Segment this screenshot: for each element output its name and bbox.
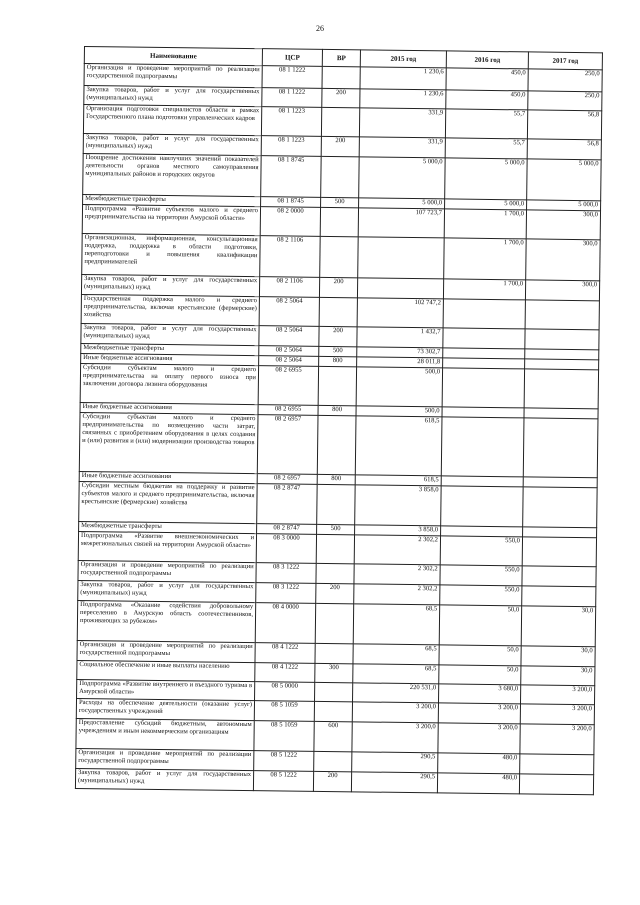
- cell-2016: 1 700,0: [444, 238, 526, 280]
- cell-2015: 3 858,0: [355, 485, 441, 526]
- cell-2017: 30,0: [521, 606, 595, 647]
- cell-name: Закупка товаров, работ и услуг для государственных (муниципальных) нужд: [81, 274, 259, 296]
- cell-2015: 331,9: [359, 108, 445, 138]
- cell-csr: 08 4 1222: [255, 663, 315, 683]
- cell-vr: [315, 682, 353, 701]
- cell-2017: 3 200,0: [520, 704, 594, 725]
- cell-vr: [316, 563, 354, 583]
- cell-vr: 200: [321, 136, 359, 156]
- cell-vr: [320, 236, 358, 277]
- header-2015: 2015 год: [360, 50, 446, 68]
- cell-name: Иные бюджетные ассигнования: [80, 402, 258, 414]
- cell-2016: 5 000,0: [445, 158, 527, 200]
- header-vr: ВР: [322, 49, 360, 66]
- cell-2017: 300,0: [526, 239, 600, 281]
- cell-2016: 3 200,0: [438, 703, 520, 724]
- cell-vr: [320, 207, 358, 236]
- cell-2015: 290,5: [351, 772, 437, 793]
- cell-2017: [525, 329, 599, 350]
- cell-vr: 200: [322, 88, 360, 107]
- cell-2016: 50,0: [439, 645, 521, 666]
- cell-2017: 5 000,0: [527, 159, 601, 201]
- cell-csr: 08 1 8745: [261, 156, 321, 198]
- cell-name: Закупка товаров, работ и услуг для государственных (муниципальных) нужд: [83, 133, 261, 155]
- cell-csr: 08 2 0000: [260, 207, 320, 237]
- cell-csr: 08 5 0000: [255, 682, 315, 702]
- table-row: [79, 412, 598, 477]
- cell-name: Закупка товаров, работ и услуг для государственных (муниципальных) нужд: [84, 86, 262, 107]
- cell-2015: 3 200,0: [352, 722, 438, 753]
- cell-name: Закупка товаров, работ и услуг для государственных (муниципальных) нужд: [78, 580, 256, 602]
- cell-2015: 5 000,0: [359, 157, 445, 199]
- cell-2017: 5 000,0: [527, 200, 601, 211]
- cell-csr: 08 5 1222: [254, 751, 314, 772]
- cell-name: Организационная, информационная, консультационная поддержка, поддержка в области подготовки, переподготовки и повышения квалификации предпринимателей: [82, 233, 260, 276]
- cell-vr: [317, 484, 355, 524]
- cell-name: Подпрограмма «Развитие субъектов малого и среднего предпринимательства на территории Амурской области»: [82, 204, 260, 235]
- cell-2015: 3 200,0: [352, 702, 438, 723]
- cell-csr: 08 2 8747: [257, 484, 317, 525]
- cell-2015: 500,0: [356, 406, 442, 417]
- cell-vr: 500: [319, 346, 357, 356]
- cell-2015: 2 302,2: [354, 535, 440, 565]
- cell-vr: 200: [313, 771, 351, 791]
- table-row: [80, 363, 598, 408]
- cell-csr: 08 1 1223: [261, 136, 321, 157]
- cell-csr: 08 3 1222: [256, 583, 316, 604]
- cell-2017: 3 200,0: [520, 685, 594, 705]
- table-body: [75, 64, 602, 795]
- cell-vr: [316, 534, 354, 563]
- header-2016: 2016 год: [446, 51, 528, 69]
- cell-2015: 500,0: [356, 367, 442, 407]
- table-row: [83, 153, 601, 200]
- cell-2016: 3 200,0: [438, 723, 520, 754]
- budget-table-container: [75, 46, 602, 795]
- cell-2015: 618,5: [355, 475, 441, 486]
- cell-2016: 50,0: [439, 665, 521, 685]
- cell-vr: [315, 603, 353, 643]
- cell-csr: 08 2 1106: [259, 277, 319, 298]
- cell-name: Межбюджетные трансферты: [83, 194, 261, 206]
- cell-csr: 08 2 1106: [260, 236, 320, 278]
- header-2017: 2017 год: [528, 52, 602, 70]
- cell-2015: 1 230,6: [360, 89, 446, 109]
- cell-name: Подпрограмма «Развитие внутреннего и въездного туризма в Амурской области»: [77, 679, 255, 700]
- cell-csr: 08 5 1059: [254, 701, 314, 722]
- cell-name: Расходы на обеспечение деятельности (оказание услуг) государственных учреждений: [76, 698, 254, 720]
- cell-csr: 08 2 8747: [257, 524, 317, 535]
- cell-2015: 220 531,0: [353, 683, 439, 703]
- cell-2017: [522, 537, 596, 567]
- cell-vr: 200: [319, 326, 357, 346]
- cell-2017: [524, 369, 598, 409]
- cell-vr: [318, 366, 356, 405]
- cell-name: Государственная поддержка малого и среднего предпринимательства, включая крестьянские (фермерские) хозяйства: [81, 294, 259, 325]
- cell-vr: 500: [317, 524, 355, 534]
- cell-2016: 1 700,0: [443, 279, 525, 300]
- cell-2015: 1 230,6: [360, 67, 446, 90]
- cell-2015: 102 747,2: [357, 298, 443, 328]
- cell-vr: [321, 107, 359, 136]
- cell-2017: 250,0: [528, 69, 602, 92]
- cell-2016: [442, 368, 524, 408]
- cell-csr: 08 2 6955: [258, 405, 318, 416]
- cell-2015: 107 723,7: [358, 208, 444, 238]
- cell-csr: 08 1 1222: [262, 66, 322, 89]
- cell-2016: 55,7: [445, 138, 527, 159]
- cell-2015: 68,5: [353, 664, 439, 684]
- cell-2016: 550,0: [440, 585, 522, 606]
- cell-2017: 300,0: [526, 210, 600, 240]
- cell-2017: [523, 487, 597, 528]
- cell-2015: 73 302,7: [357, 347, 443, 358]
- cell-name: Организация и проведение мероприятий по реализации государственной подпрограммы: [77, 640, 255, 662]
- cell-2015: 3 858,0: [355, 525, 441, 536]
- cell-name: Организация и проведение мероприятий по реализации государственной подпрограммы: [78, 560, 256, 582]
- cell-name: Поощрение достижения наилучших значений показателей деятельности органов местного самоуправления муниципальных районов и городских округов: [83, 153, 261, 196]
- cell-2016: 550,0: [440, 565, 522, 586]
- cell-2017: 3 200,0: [520, 724, 594, 755]
- cell-name: Межбюджетные трансферты: [81, 343, 259, 355]
- cell-2015: 68,5: [353, 604, 439, 645]
- cell-2017: [523, 418, 598, 478]
- cell-name: Организация и проведение мероприятий по реализации государственной подпрограммы: [76, 748, 254, 770]
- cell-csr: 08 1 1222: [262, 88, 322, 108]
- cell-2017: [519, 774, 593, 795]
- cell-2016: [441, 417, 524, 477]
- cell-csr: 08 3 1222: [256, 563, 316, 584]
- cell-2015: 2 302,2: [354, 584, 440, 605]
- cell-2016: 450,0: [446, 68, 528, 91]
- cell-vr: [319, 297, 357, 326]
- cell-2015: [357, 278, 443, 299]
- cell-2015: 68,5: [353, 644, 439, 665]
- cell-csr: 08 4 1222: [255, 643, 315, 664]
- cell-csr: 08 1 8745: [261, 197, 321, 208]
- cell-name: Межбюджетные трансферты: [79, 521, 257, 533]
- cell-2016: 480,0: [438, 753, 520, 774]
- cell-vr: [322, 66, 360, 88]
- cell-name: Организация и проведение мероприятий по реализации государственной подпрограммы: [84, 64, 262, 88]
- cell-2016: 3 680,0: [439, 684, 521, 704]
- cell-csr: 08 2 5064: [259, 346, 319, 357]
- cell-vr: 200: [319, 277, 357, 297]
- cell-2015: 1 432,7: [357, 327, 443, 348]
- cell-2017: 30,0: [521, 646, 595, 667]
- cell-2017: 30,0: [521, 666, 595, 686]
- cell-name: Субсидии субъектам малого и среднего предпринимательства по возмещению части затрат, связанных с приобретением оборудования в целях создания и (или) развития и (или) модернизации производства товаров: [79, 412, 258, 473]
- cell-name: Закупка товаров, работ и услуг для государственных (муниципальных) нужд: [75, 768, 253, 790]
- cell-name: Социальное обеспечение и иные выплаты населению: [77, 660, 255, 681]
- budget-table: [75, 46, 603, 795]
- cell-csr: 08 2 5064: [259, 297, 319, 327]
- cell-2016: [443, 299, 525, 329]
- cell-2015: 290,5: [352, 752, 438, 773]
- cell-vr: 800: [317, 474, 355, 484]
- cell-2017: 56,8: [527, 139, 601, 160]
- cell-vr: 800: [318, 405, 356, 415]
- cell-name: Иные бюджетные ассигнования: [81, 353, 259, 365]
- table-row: [79, 481, 597, 527]
- cell-vr: 800: [319, 356, 357, 366]
- header-name: Наименование: [84, 47, 262, 66]
- cell-csr: 08 2 5064: [259, 356, 319, 367]
- cell-csr: 08 4 0000: [255, 603, 315, 644]
- cell-vr: [315, 643, 353, 663]
- cell-csr: 08 2 6957: [257, 474, 317, 485]
- cell-vr: 600: [314, 721, 352, 751]
- cell-2016: 55,7: [445, 109, 527, 139]
- cell-vr: [321, 156, 359, 197]
- cell-name: Подпрограмма «Оказание содействия добровольному переселению в Амурскую область соотечественников, проживающих за рубежом»: [77, 600, 255, 642]
- cell-vr: [314, 751, 352, 771]
- cell-vr: [314, 701, 352, 721]
- cell-name: Субсидии субъектам малого и среднего предпринимательства на оплату первого взноса при заключении договора лизинга оборудования: [80, 363, 258, 404]
- cell-2015: 2 302,2: [354, 564, 440, 585]
- cell-vr: 500: [321, 197, 359, 207]
- cell-2016: 1 700,0: [444, 209, 526, 239]
- cell-vr: [317, 415, 356, 474]
- cell-2016: [443, 328, 525, 349]
- page-number: 26: [316, 24, 324, 33]
- cell-2017: 300,0: [525, 280, 599, 301]
- cell-2015: 331,9: [359, 137, 445, 158]
- cell-vr: 300: [315, 663, 353, 682]
- cell-name: Организация подготовки специалистов области в рамках Государственного плана подготовки управленческих кадров: [83, 105, 261, 136]
- cell-2016: 480,0: [437, 773, 519, 794]
- cell-csr: 08 3 0000: [256, 534, 316, 564]
- cell-name: Закупка товаров, работ и услуг для государственных (муниципальных) нужд: [81, 323, 259, 345]
- cell-csr: 08 5 1059: [254, 721, 314, 752]
- cell-name: Подпрограмма «Развитие внешнеэкономических и межрегиональных связей на территории Амурской области»: [78, 531, 256, 562]
- cell-2016: 450,0: [446, 90, 528, 110]
- cell-name: Иные бюджетные ассигнования: [79, 471, 257, 483]
- cell-2016: [441, 486, 523, 527]
- cell-vr: 200: [316, 583, 354, 603]
- cell-2015: 5 000,0: [359, 198, 445, 209]
- cell-2017: [525, 300, 599, 330]
- cell-2017: 250,0: [528, 91, 602, 111]
- cell-2015: 618,5: [355, 416, 442, 476]
- cell-2016: 5 000,0: [445, 199, 527, 210]
- cell-2017: 56,8: [527, 110, 601, 140]
- cell-csr: 08 2 6955: [258, 366, 318, 406]
- cell-csr: 08 5 1222: [253, 771, 313, 792]
- cell-name: Предоставление субсидий бюджетным, автономным учреждениям и иным некоммерческим организациям: [76, 718, 254, 750]
- table-row: [77, 600, 595, 646]
- cell-name: Субсидии местным бюджетам на поддержку и развитие субъектов малого и среднего предпринимательства, включая крестьянские (фермерские) хозяйства: [79, 481, 257, 523]
- cell-2016: 550,0: [440, 536, 522, 566]
- cell-2015: [358, 237, 444, 279]
- table-row: [82, 233, 600, 280]
- cell-csr: 08 2 6957: [257, 415, 318, 475]
- cell-2017: [520, 754, 594, 775]
- cell-csr: 08 2 5064: [259, 326, 319, 347]
- cell-csr: 08 1 1223: [261, 107, 321, 137]
- cell-2017: [522, 566, 596, 587]
- cell-2015: 28 011,8: [357, 357, 443, 368]
- cell-2017: [522, 586, 596, 607]
- cell-2016: 50,0: [439, 605, 521, 646]
- header-csr: ЦСР: [262, 49, 322, 67]
